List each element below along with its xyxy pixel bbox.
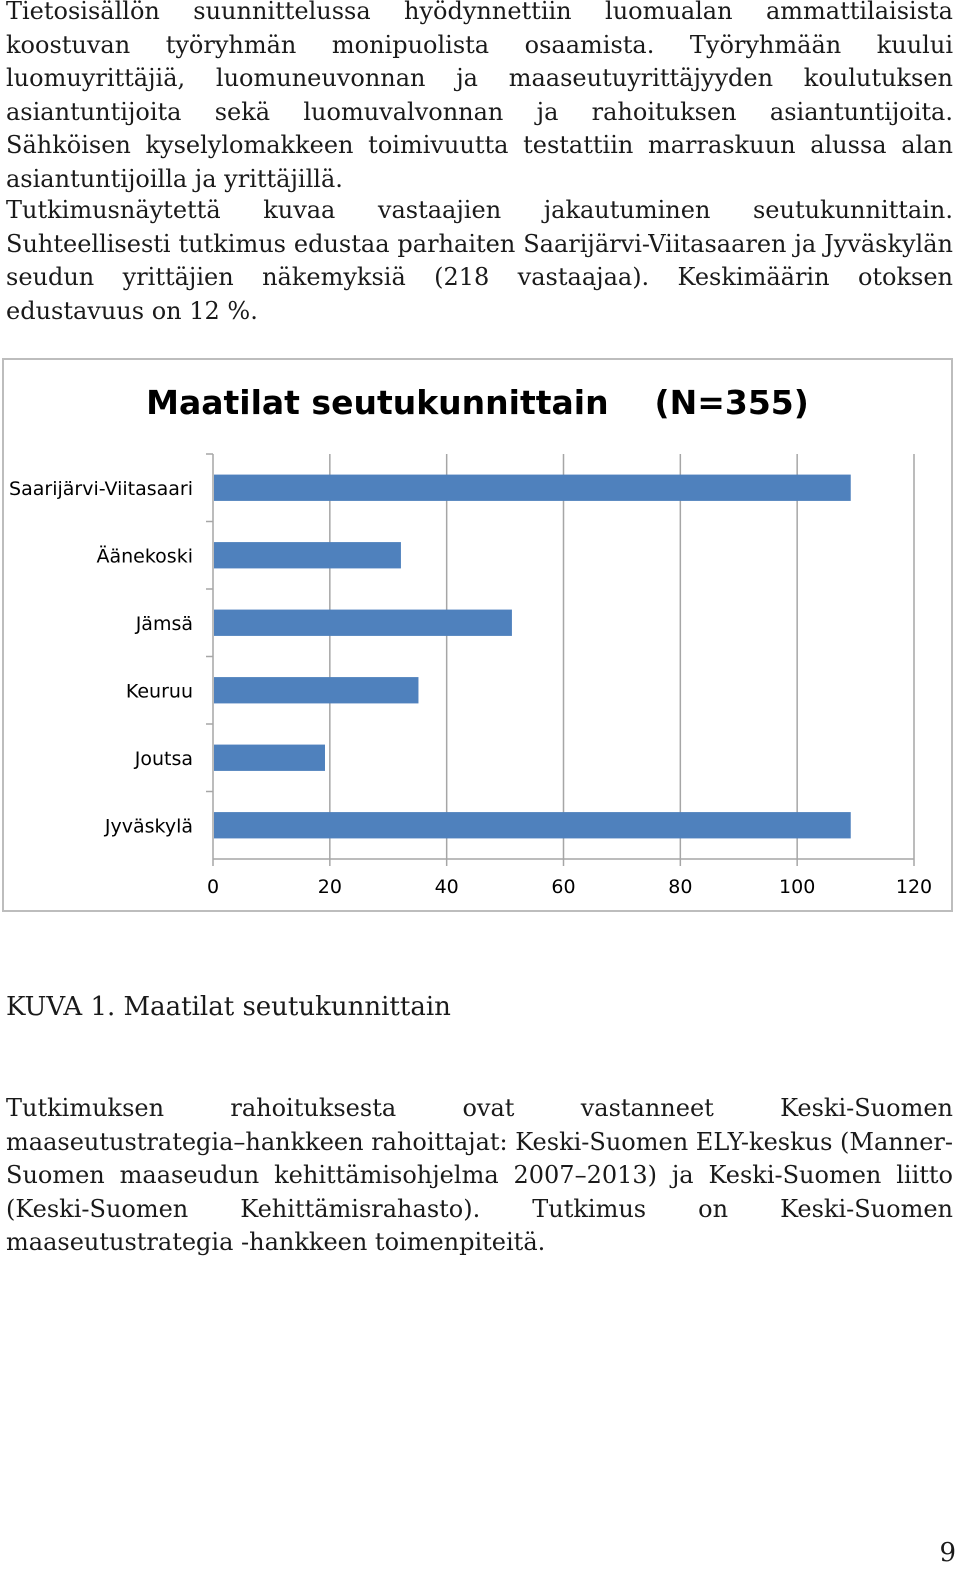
x-tick-label: 100 <box>779 876 816 898</box>
x-tick-label: 60 <box>551 876 576 898</box>
paragraph-team: Tietosisällön suunnittelussa hyödynnettiin luomualan ammattilaisista koostuvan työryhmän monipuolista osaamista. Työryhmään kuului luomuyrittäjiä, luomuneuvonnan ja maaseutuyrittäjyyden koulutuksen asiantuntijoita sekä luomuvalvonnan ja rahoituksen asiantuntijoita. Sähköisen kyselylomakkeen toimivuutta testattiin marraskuun alussa alan asiantuntijoilla ja yrittäjillä. <box>6 0 953 193</box>
category-label: Jyväskylä <box>104 815 193 838</box>
page-number: 9 <box>939 1538 956 1568</box>
x-tick-label: 80 <box>668 876 693 898</box>
category-label: Äänekoski <box>96 545 193 568</box>
figure-caption: KUVA 1. Maatilat seutukunnittain <box>6 992 451 1022</box>
category-label: Saarijärvi-Viitasaari <box>9 477 193 500</box>
category-label: Joutsa <box>134 747 193 770</box>
x-tick-label: 40 <box>434 876 459 898</box>
bar <box>214 745 325 771</box>
category-label: Keuruu <box>125 680 193 703</box>
bar <box>214 677 418 703</box>
paragraph-funding: Tutkimuksen rahoituksesta ovat vastanneet Keski-Suomen maaseutustrategia–hankkeen rahoittajat: Keski-Suomen ELY-keskus (Manner-Suomen maaseudun kehittämisohjelma 2007–2013) ja Keski-Suomen liitto (Keski-Suomen Kehittämisrahasto). Tutkimus on Keski-Suomen maaseutustrategia -hankkeen toimenpiteitä. <box>6 1094 953 1256</box>
chart-frame <box>2 358 953 912</box>
chart-title: Maatilat seutukunnittain (N=355) <box>146 383 809 422</box>
x-tick-label: 20 <box>317 876 342 898</box>
paragraph-sample: Tutkimusnäytettä kuvaa vastaajien jakautuminen seutukunnittain. Suhteellisesti tutkimus edustaa parhaiten Saarijärvi-Viitasaaren ja Jyväskylän seudun yrittäjien näkemyksiä (218 vastaajaa). Keskimäärin otoksen edustavuus on 12 %. <box>6 196 953 325</box>
x-tick-label: 120 <box>895 876 933 898</box>
bar <box>214 475 851 501</box>
category-label: Jämsä <box>135 612 193 635</box>
bar <box>214 812 851 838</box>
bar <box>214 610 512 636</box>
bar-chart <box>4 360 955 914</box>
bar <box>214 542 401 568</box>
x-tick-label: 0 <box>206 876 220 898</box>
